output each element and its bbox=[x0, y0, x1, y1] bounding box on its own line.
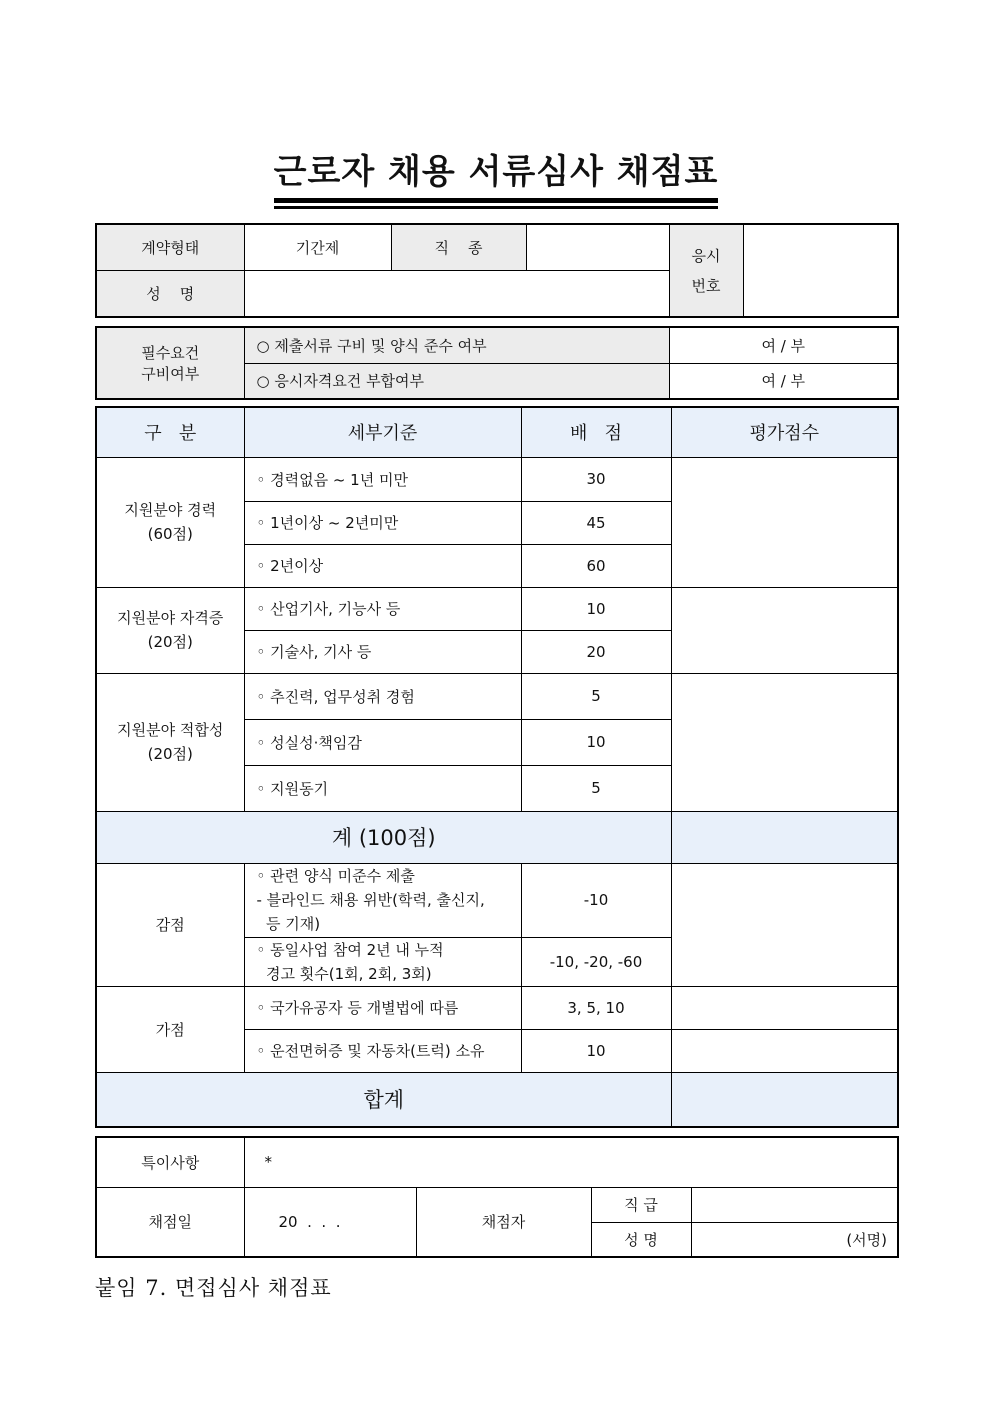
category-name: 지원분야 자격증 bbox=[117, 609, 224, 627]
scorer-rank-label: 직 급 bbox=[591, 1187, 691, 1222]
title-underline-thin bbox=[274, 206, 719, 209]
table-row bbox=[96, 327, 898, 363]
remarks-value: * bbox=[244, 1137, 898, 1187]
column-header-points: 배 점 bbox=[521, 407, 671, 457]
attachment-note: 붙임 7. 면접심사 채점표 bbox=[95, 1276, 332, 1300]
exam-number-label-line2: 번호 bbox=[691, 276, 721, 295]
points-cell: 10 bbox=[521, 587, 671, 630]
requirement-choice: 여 / 부 bbox=[669, 327, 898, 363]
table-row bbox=[96, 224, 898, 270]
requirement-choice: 여 / 부 bbox=[669, 363, 898, 399]
points-cell: 3, 5, 10 bbox=[521, 986, 671, 1029]
points-cell: 5 bbox=[521, 673, 671, 719]
job-type-value bbox=[526, 224, 669, 270]
column-header-score: 평가점수 bbox=[671, 407, 898, 457]
category-name: 지원분야 적합성 bbox=[117, 721, 224, 739]
sign-off-table bbox=[95, 1136, 899, 1258]
total-row bbox=[96, 1072, 898, 1127]
criteria-cell: ◦ 기술사, 기사 등 bbox=[244, 630, 521, 673]
name-label: 성 명 bbox=[96, 270, 244, 317]
scoring-table bbox=[95, 406, 899, 1128]
name-value bbox=[244, 270, 669, 317]
criteria-cell: ◦ 지원동기 bbox=[244, 765, 521, 811]
scoring-date-value: 20 . . . bbox=[244, 1187, 416, 1257]
category-career bbox=[96, 457, 244, 587]
points-cell: 45 bbox=[521, 501, 671, 544]
criteria-cell: ◦ 국가유공자 등 개별법에 따름 bbox=[244, 986, 521, 1029]
exam-number-label-line1: 응시 bbox=[691, 246, 721, 265]
criteria-line: ◦ 관련 양식 미준수 제출 bbox=[256, 867, 415, 885]
table-row bbox=[96, 673, 898, 719]
points-cell: 5 bbox=[521, 765, 671, 811]
subtotal-label: 계 (100점) bbox=[96, 811, 671, 863]
title-underline-thick bbox=[274, 198, 719, 203]
table-row bbox=[96, 863, 898, 937]
subtotal-score-cell bbox=[671, 811, 898, 863]
contract-type-label: 계약형태 bbox=[96, 224, 244, 270]
criteria-cell: ◦ 성실성·책임감 bbox=[244, 719, 521, 765]
score-cell-bonus bbox=[671, 1029, 898, 1072]
criteria-line: 경고 횟수(1회, 2회, 3회) bbox=[256, 964, 432, 983]
points-cell: -10, -20, -60 bbox=[521, 937, 671, 986]
total-score-cell bbox=[671, 1072, 898, 1127]
score-cell-career bbox=[671, 457, 898, 587]
scorer-rank-value bbox=[691, 1187, 898, 1222]
requirements-label-line2: 구비여부 bbox=[141, 365, 200, 383]
category-aptitude bbox=[96, 673, 244, 811]
category-name: 지원분야 경력 bbox=[124, 501, 217, 519]
job-type-label: 직 종 bbox=[391, 224, 526, 270]
criteria-cell bbox=[244, 863, 521, 937]
category-license bbox=[96, 587, 244, 673]
title-area bbox=[0, 0, 992, 209]
score-cell-penalty bbox=[671, 863, 898, 986]
total-label: 합계 bbox=[96, 1072, 671, 1127]
requirement-item: ○ 제출서류 구비 및 양식 준수 여부 bbox=[244, 327, 669, 363]
contract-type-value: 기간제 bbox=[244, 224, 391, 270]
criteria-cell bbox=[244, 937, 521, 986]
column-header-criteria: 세부기준 bbox=[244, 407, 521, 457]
scoring-date-label: 채점일 bbox=[96, 1187, 244, 1257]
signature-placeholder: (서명) bbox=[691, 1222, 898, 1257]
criteria-line: ◦ 동일사업 참여 2년 내 누적 bbox=[256, 940, 444, 959]
document-content bbox=[95, 223, 897, 1258]
exam-number-label bbox=[669, 224, 743, 317]
category-sub: (20점) bbox=[147, 745, 193, 763]
column-header-category: 구 분 bbox=[96, 407, 244, 457]
requirement-item: ○ 응시자격요건 부합여부 bbox=[244, 363, 669, 399]
page-title-block bbox=[274, 150, 719, 209]
table-row bbox=[96, 587, 898, 630]
criteria-cell: ◦ 산업기사, 기능사 등 bbox=[244, 587, 521, 630]
requirements-label bbox=[96, 327, 244, 399]
points-cell: -10 bbox=[521, 863, 671, 937]
criteria-cell: ◦ 추진력, 업무성취 경험 bbox=[244, 673, 521, 719]
score-cell-license bbox=[671, 587, 898, 673]
category-sub: (60점) bbox=[147, 525, 193, 543]
criteria-cell: ◦ 운전면허증 및 자동차(트럭) 소유 bbox=[244, 1029, 521, 1072]
scoring-header-row bbox=[96, 407, 898, 457]
table-row bbox=[96, 1137, 898, 1187]
criteria-line: - 블라인드 채용 위반(학력, 출신지, bbox=[256, 891, 485, 909]
criteria-cell: ◦ 1년이상 ~ 2년미만 bbox=[244, 501, 521, 544]
score-cell-bonus bbox=[671, 986, 898, 1029]
category-penalty: 감점 bbox=[96, 863, 244, 986]
category-sub: (20점) bbox=[147, 633, 193, 651]
criteria-line: 등 기재) bbox=[256, 915, 321, 933]
points-cell: 10 bbox=[521, 1029, 671, 1072]
applicant-info-table bbox=[95, 223, 899, 318]
remarks-label: 특이사항 bbox=[96, 1137, 244, 1187]
requirements-table bbox=[95, 326, 899, 400]
score-cell-aptitude bbox=[671, 673, 898, 811]
category-bonus: 가점 bbox=[96, 986, 244, 1072]
scorer-label: 채점자 bbox=[416, 1187, 591, 1257]
table-row bbox=[96, 986, 898, 1029]
subtotal-row bbox=[96, 811, 898, 863]
table-row bbox=[96, 457, 898, 501]
points-cell: 60 bbox=[521, 544, 671, 587]
table-row bbox=[96, 1187, 898, 1222]
points-cell: 30 bbox=[521, 457, 671, 501]
requirements-label-line1: 필수요건 bbox=[141, 344, 200, 362]
page-title: 근로자 채용 서류심사 채점표 bbox=[273, 152, 719, 192]
criteria-cell: ◦ 경력없음 ~ 1년 미만 bbox=[244, 457, 521, 501]
points-cell: 20 bbox=[521, 630, 671, 673]
exam-number-value bbox=[743, 224, 898, 317]
criteria-cell: ◦ 2년이상 bbox=[244, 544, 521, 587]
scorer-name-label: 성 명 bbox=[591, 1222, 691, 1257]
points-cell: 10 bbox=[521, 719, 671, 765]
